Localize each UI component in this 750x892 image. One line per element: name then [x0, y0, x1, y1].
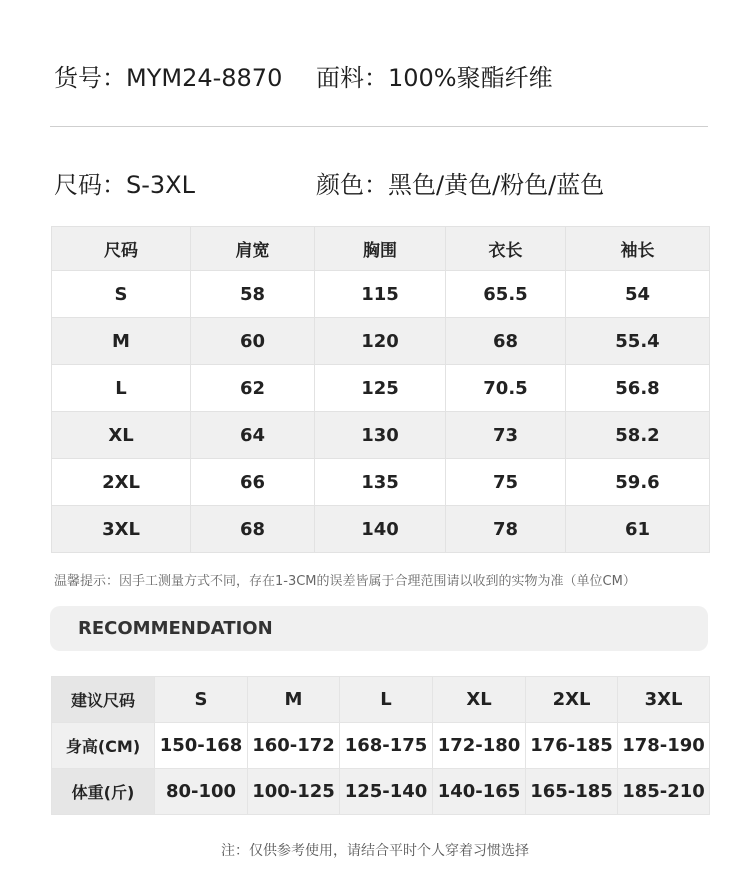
table-cell: 68 [191, 506, 315, 553]
item-number: 货号：MYM24-8870 [54, 64, 283, 92]
table-cell: M [248, 677, 340, 723]
table-cell: 65.5 [446, 271, 566, 318]
table-cell: 3XL [52, 506, 191, 553]
table-cell: 58.2 [566, 412, 710, 459]
table-cell: 135 [315, 459, 446, 506]
table-cell: 172-180 [433, 723, 526, 769]
header-chest: 胸围 [315, 227, 446, 271]
table-cell: 59.6 [566, 459, 710, 506]
table-cell: 78 [446, 506, 566, 553]
divider [50, 126, 708, 127]
table-cell: 100-125 [248, 769, 340, 815]
table-cell: 2XL [52, 459, 191, 506]
table-cell: 68 [446, 318, 566, 365]
measurement-note: 温馨提示：因手工测量方式不同，存在1-3CM的误差皆属于合理范围请以收到的实物为准（单位CM） [54, 574, 636, 589]
recommendation-banner [50, 606, 708, 651]
table-cell: 168-175 [340, 723, 433, 769]
table-cell: XL [52, 412, 191, 459]
table-cell: 3XL [618, 677, 710, 723]
table-cell: 178-190 [618, 723, 710, 769]
table-cell: 73 [446, 412, 566, 459]
table-cell: XL [433, 677, 526, 723]
header-length: 衣长 [446, 227, 566, 271]
table-row [52, 365, 710, 412]
table-cell: 80-100 [155, 769, 248, 815]
table-cell: L [340, 677, 433, 723]
size-range: 尺码：S-3XL [54, 171, 195, 199]
table-cell: L [52, 365, 191, 412]
recommendation-height-row [52, 723, 710, 769]
table-cell: 70.5 [446, 365, 566, 412]
header-size: 尺码 [52, 227, 191, 271]
table-cell: 140-165 [433, 769, 526, 815]
recommendation-title: RECOMMENDATION [78, 618, 273, 639]
fabric-info: 面料：100%聚酯纤维 [316, 64, 553, 92]
table-cell: 120 [315, 318, 446, 365]
table-row [52, 459, 710, 506]
table-row [52, 271, 710, 318]
table-cell: 66 [191, 459, 315, 506]
table-cell: 160-172 [248, 723, 340, 769]
table-cell: 61 [566, 506, 710, 553]
row-label: 建议尺码 [52, 677, 155, 723]
size-chart-header-row [52, 227, 710, 271]
header-shoulder: 肩宽 [191, 227, 315, 271]
table-cell: 58 [191, 271, 315, 318]
table-cell: 75 [446, 459, 566, 506]
table-cell: 60 [191, 318, 315, 365]
recommendation-weight-row [52, 769, 710, 815]
recommendation-table [51, 676, 710, 815]
row-label: 体重(斤) [52, 769, 155, 815]
table-row [52, 506, 710, 553]
table-cell: S [52, 271, 191, 318]
table-row [52, 412, 710, 459]
table-cell: S [155, 677, 248, 723]
header-sleeve: 袖长 [566, 227, 710, 271]
table-cell: 165-185 [526, 769, 618, 815]
recommendation-size-row [52, 677, 710, 723]
table-cell: 56.8 [566, 365, 710, 412]
table-cell: 185-210 [618, 769, 710, 815]
footer-note: 注：仅供参考使用，请结合平时个人穿着习惯选择 [221, 843, 529, 859]
table-cell: 130 [315, 412, 446, 459]
table-row [52, 318, 710, 365]
table-cell: 115 [315, 271, 446, 318]
row-label: 身高(CM) [52, 723, 155, 769]
color-options: 颜色：黑色/黄色/粉色/蓝色 [316, 171, 605, 199]
table-cell: 176-185 [526, 723, 618, 769]
table-cell: 62 [191, 365, 315, 412]
table-cell: 150-168 [155, 723, 248, 769]
size-chart-table [51, 226, 710, 553]
table-cell: 125-140 [340, 769, 433, 815]
table-cell: 54 [566, 271, 710, 318]
table-cell: 2XL [526, 677, 618, 723]
table-cell: 125 [315, 365, 446, 412]
table-cell: M [52, 318, 191, 365]
table-cell: 55.4 [566, 318, 710, 365]
table-cell: 140 [315, 506, 446, 553]
table-cell: 64 [191, 412, 315, 459]
